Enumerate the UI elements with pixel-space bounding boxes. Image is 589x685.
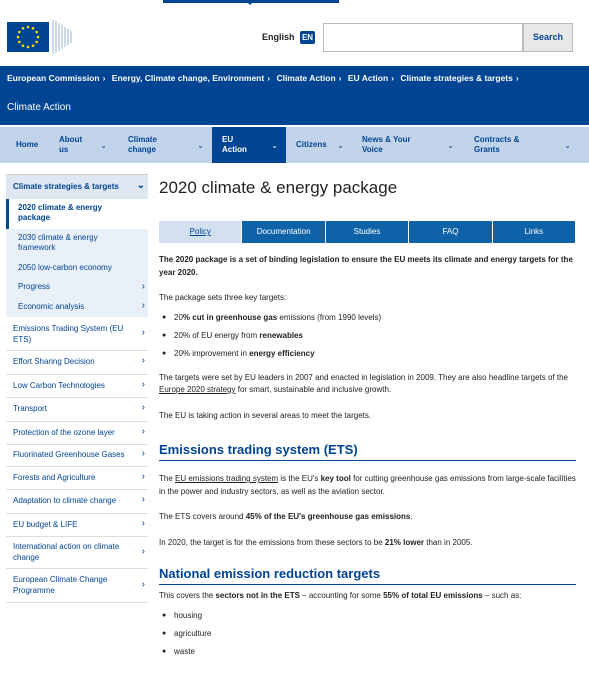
text-run: than in 2005. [424,537,473,547]
sidebar-item-label: European Climate Change Programme [13,575,108,595]
chevron-right-icon: › [338,73,342,83]
sidebar-item-label: Forests and Agriculture [13,472,96,482]
nav-label: EU Action [222,135,247,154]
list-item: ● waste [159,647,576,657]
target-text: 20 [174,312,183,322]
target-bold: renewables [259,330,303,340]
sectors-list [159,611,576,657]
top-caret-icon [246,1,254,5]
europe-2020-link[interactable]: Europe 2020 strategy [159,385,236,394]
language-code-badge[interactable]: EN [301,33,314,42]
chevron-right-icon: › [141,494,145,506]
search-button[interactable]: Search [523,23,573,52]
chevron-right-icon: › [141,545,145,557]
nav-label: Climate change [128,135,157,154]
text-run: . [410,512,413,521]
sidebar-item-effort-sharing[interactable] [6,351,148,375]
sidebar-item-label: Effort Sharing Decision [13,357,95,366]
sidebar-item-label: Low Carbon Technologies [13,380,105,390]
nav-news-your-voice[interactable] [352,127,462,163]
chevron-right-icon: › [141,280,145,292]
nav-home[interactable] [0,127,49,163]
nav-label: Home [16,140,39,149]
chevron-right-icon: › [141,378,145,390]
text-run: for cutting greenhouse gas emissions from large-scale facilities in the power and industry sectors, as well as the aviation sector. [159,474,576,496]
text-run: The [159,474,176,483]
text-bold: key tool [320,474,351,483]
chevron-down-icon: ⌄ [271,141,278,150]
breadcrumb-item[interactable]: Climate Action [276,73,336,83]
sidebar-item-low-carbon[interactable] [6,375,148,399]
sidebar-subitem-progress[interactable] [6,278,148,298]
sidebar-item-climate-strategies[interactable] [6,175,148,199]
eu-commission-logo[interactable] [6,18,76,56]
chevron-down-icon: ⌄ [564,141,571,150]
main-navigation [0,127,589,163]
sidebar-subitem-2030-framework[interactable] [6,229,148,259]
ets-heading: Emissions trading system (ETS) [159,442,576,461]
chevron-right-icon: › [141,470,145,482]
sidebar-item-label: International action on climate change [13,542,120,562]
nav-citizens[interactable] [286,127,352,163]
list-item [159,331,576,341]
list-item [159,349,576,359]
ets-paragraph-3 [159,537,576,550]
sidebar-item-international[interactable] [6,537,148,569]
tab-policy[interactable]: Policy [159,221,241,243]
nav-contracts-grants[interactable] [462,127,579,163]
target-bold: energy efficiency [249,348,315,358]
sidebar-item-budget-life[interactable] [6,514,148,538]
sidebar-submenu [6,199,148,318]
sidebar-subitem-economic-analysis[interactable] [6,298,148,318]
breadcrumb-item[interactable]: EU Action [347,73,389,83]
chevron-right-icon: › [141,517,145,529]
content-tabs [159,221,576,243]
nav-label: About us [59,135,83,154]
national-targets-heading: National emission reduction targets [159,566,576,585]
text-run: The ETS covers around [159,512,246,521]
language-label[interactable]: English [262,32,295,42]
sidebar-item-label: Emissions Trading System (EU ETS) [13,324,124,344]
breadcrumb [7,73,523,83]
search-input[interactable] [323,23,523,52]
text-run: – accounting for some [299,591,384,600]
chevron-down-icon: ⌄ [136,179,145,191]
tab-studies[interactable]: Studies [326,221,408,243]
chevron-down-icon: ⌄ [100,141,107,150]
sidebar-item-transport[interactable] [6,398,148,422]
main-content [159,178,576,657]
target-bold: greenhouse gas [215,312,278,322]
text-bold: 45% of the EU's greenhouse gas emissions [245,512,411,521]
sidebar-item-label: Climate strategies & targets [13,182,119,191]
sidebar-item-fluorinated[interactable] [6,445,148,467]
chevron-right-icon: › [391,73,394,83]
sidebar-item-label: 2030 climate & energy framework [18,232,98,252]
page-title: 2020 climate & energy package [159,178,398,197]
national-targets-paragraph [159,590,576,603]
sidebar-item-label: Fluorinated Greenhouse Gases [13,450,125,459]
text-run: is the EU's [278,474,321,483]
tab-links[interactable]: Links [493,221,575,243]
sidebar-item-ets[interactable] [6,317,148,351]
intro-paragraph: The 2020 package is a set of binding legislation to ensure the EU meets its climate and energy targets for the year 2020. [159,255,573,277]
sidebar-item-label: Adaptation to climate change [13,496,117,505]
nav-label: Citizens [296,140,327,149]
site-banner [0,66,589,125]
eu-ets-link[interactable]: EU emissions trading system [175,474,279,483]
chevron-right-icon: › [141,300,145,312]
chevron-right-icon: › [141,326,145,338]
chevron-down-icon: ⌄ [197,141,204,150]
chevron-right-icon: › [102,73,106,83]
sidebar-item-forests[interactable] [6,467,148,491]
sidebar-item-label: 2020 climate & energy package [18,202,103,222]
sidebar-item-adaptation[interactable] [6,490,148,514]
text-bold: sectors not in the ETS [215,591,300,600]
list-item: ● housing [159,611,576,621]
list-item: ● agriculture [159,629,576,639]
text-run: – such as: [482,591,522,600]
chevron-right-icon: › [141,425,145,437]
nav-eu-action[interactable] [212,127,286,163]
nav-label: News & Your Voice [362,135,411,154]
sidebar [6,174,148,603]
nav-about-us[interactable] [49,127,115,163]
chevron-right-icon: › [141,402,145,414]
text-run: This covers the [159,591,216,600]
targets-setby-paragraph [159,372,576,397]
site-name[interactable]: Climate Action [7,102,71,113]
nav-climate-change[interactable] [115,127,212,163]
sidebar-item-eccp[interactable] [6,569,148,603]
text-run: The targets were set by EU leaders in 2007 and enacted in legislation in 2009. They are also headline targets of the [159,372,568,382]
chevron-right-icon: › [141,448,145,460]
chevron-right-icon: › [141,578,145,590]
nav-label: Contracts & Grants [474,135,520,154]
sidebar-subitem-2020-package[interactable] [6,199,148,229]
tab-documentation[interactable]: Documentation [242,221,324,243]
chevron-down-icon: ⌄ [337,141,344,150]
chevron-right-icon: › [267,73,271,83]
sidebar-item-label: Transport [13,404,47,413]
text-bold: 21% lower [384,537,425,547]
sidebar-item-label: EU budget & LIFE [13,519,78,529]
top-header [0,0,589,62]
targets-lead: The package sets three key targets: [159,293,287,302]
ets-paragraph-2 [159,511,576,524]
target-text: % cut in [182,312,216,322]
breadcrumb-item[interactable]: Energy, Climate change, Environment [111,73,265,83]
sidebar-item-label: Protection of the ozone layer [13,427,115,437]
text-run: for smart, sustainable and inclusive growth. [235,385,392,394]
chevron-down-icon: ⌄ [447,141,454,150]
sidebar-item-label: Progress [18,282,51,291]
sidebar-item-label: Economic analysis [18,301,85,311]
target-text: 20% improvement in [174,348,250,358]
list-item [159,313,576,323]
text-bold: 55% of total EU emissions [383,591,483,600]
sidebar-item-label: 2050 low-carbon economy [18,262,112,272]
target-text: emissions (from 1990 levels) [277,312,382,322]
breadcrumb-item[interactable]: European Commission [7,73,100,83]
ets-paragraph-1 [159,473,576,498]
sidebar-subitem-2050-economy[interactable] [6,259,148,279]
action-paragraph: The EU is taking action in several areas to meet the targets. [159,410,372,420]
targets-list [159,313,576,359]
sidebar-item-ozone[interactable] [6,422,148,446]
breadcrumb-item[interactable]: Climate strategies & targets [400,73,513,83]
tab-faq[interactable]: FAQ [409,221,491,243]
chevron-right-icon: › [515,73,519,83]
text-run: In 2020, the target is for the emissions from these sectors to be [159,537,385,547]
target-text: 20% of EU energy from [174,330,260,340]
chevron-right-icon: › [141,355,145,367]
